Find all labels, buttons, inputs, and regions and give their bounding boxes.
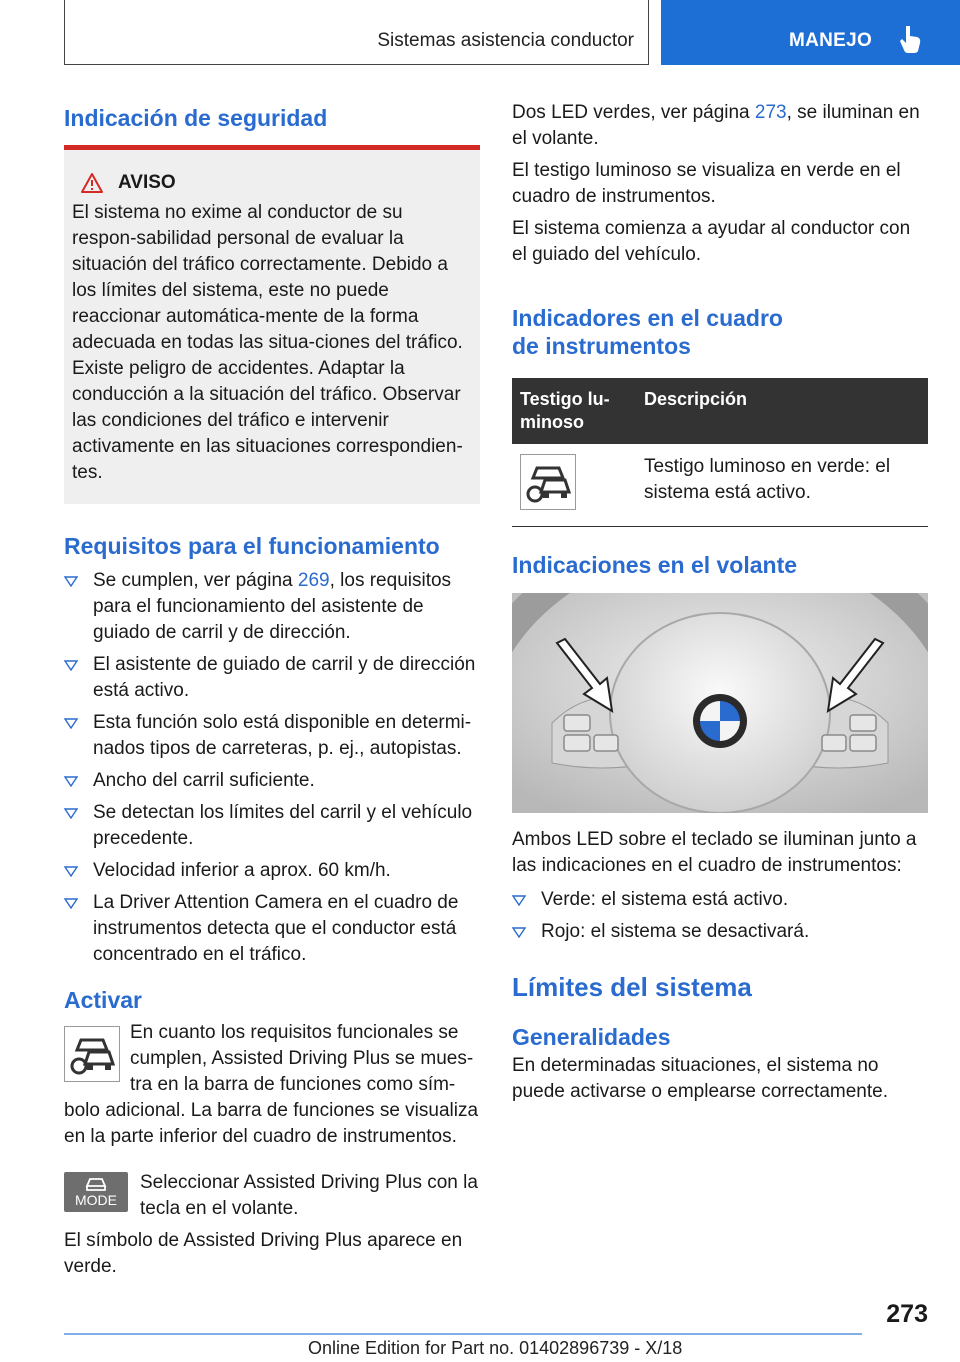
general-text: En determinadas situaciones, el sistema no puede activarse o emplearse correctamente.	[512, 1055, 888, 1102]
list-item: Se detectan los límites del carril y el vehículo precedente.	[64, 800, 480, 852]
indicators-table	[512, 378, 928, 527]
mode-button-icon: MODE	[64, 1172, 128, 1212]
table-header-description: Descripción	[636, 378, 928, 444]
wheel-heading: Indicaciones en el volante	[512, 552, 798, 578]
list-item: La Driver Attention Camera en el cuadro de instrumentos detecta que el conductor está concentrado en el tráfico.	[64, 890, 480, 968]
bullet-triangle-icon	[64, 866, 78, 877]
table-header-indicator: Testigo lu-minoso	[512, 378, 636, 444]
list-item: Velocidad inferior a aprox. 60 km/h.	[64, 858, 480, 884]
left-column	[64, 100, 480, 1280]
car-mode-icon	[85, 1177, 107, 1193]
header-chapter-tab[interactable]	[661, 0, 960, 65]
activate-heading: Activar	[64, 987, 142, 1013]
bullet-triangle-icon	[64, 660, 78, 671]
page-number: 273	[886, 1300, 928, 1328]
page-link-269[interactable]: 269	[297, 570, 330, 591]
list-item: Rojo: el sistema se desactivará.	[512, 919, 928, 945]
bullet-triangle-icon	[64, 718, 78, 729]
header-section-tab	[64, 0, 649, 65]
bullet-triangle-icon	[512, 927, 526, 938]
edition-text: Online Edition for Part no. 01402896739 - X/18	[308, 1338, 683, 1358]
indicators-heading: Indicadores en el cuadro de instrumentos	[512, 305, 783, 359]
header-chapter-title: MANEJO	[789, 30, 873, 51]
activate-text-2: Seleccionar Assisted Driving Plus con la tecla en el volante.	[140, 1172, 478, 1219]
warning-text: El sistema no exime al conductor de su respon-sabilidad personal de evaluar la situación del tráfico correctamente. Debido a los límites del sistema, este no puede reaccionar automática-mente de la forma adecuada en todas las situa-ciones del tráfico. Existe peligro de accidentes. Adaptar la conducción a la situación del tráfico. Observar las condiciones del tráfico e intervenir activamente en las situaciones correspondien-tes.	[72, 202, 463, 483]
bullet-triangle-icon	[512, 895, 526, 906]
table-cell-description: Testigo luminoso en verde: el sistema está activo.	[636, 444, 928, 527]
list-item: Se cumplen, ver página 269, los requisitos para el funcionamiento del asistente de guiado de carril y de dirección.	[64, 568, 480, 646]
steering-wheel-illustration	[512, 593, 928, 813]
led-paragraph: Dos LED verdes, ver página 273, se iluminan en el volante.	[512, 102, 920, 149]
requirements-list	[64, 568, 480, 968]
warning-title	[80, 172, 472, 194]
bullet-triangle-icon	[64, 808, 78, 819]
warning-title-text: AVISO	[118, 172, 176, 193]
header-section-title: Sistemas asistencia conductor	[377, 30, 634, 51]
right-column	[512, 100, 928, 1105]
system-paragraph: El sistema comienza a ayudar al conductor con el guiado del vehículo.	[512, 218, 911, 265]
activate-text-wrap: En cuanto los requisitos funcionales se cumplen, Assisted Driving Plus se mues-tra en la barra de funciones como sím-	[130, 1022, 474, 1095]
activate-paragraph-2	[64, 1170, 480, 1222]
steering-wheel-image	[512, 593, 928, 813]
list-item: Verde: el sistema está activo.	[512, 887, 928, 913]
indicator-paragraph: El testigo luminoso se visualiza en verde en el cuadro de instrumentos.	[512, 160, 901, 207]
footer-divider	[64, 1333, 862, 1335]
bullet-triangle-icon	[64, 898, 78, 909]
bullet-triangle-icon	[64, 576, 78, 587]
list-item: El asistente de guiado de carril y de dirección está activo.	[64, 652, 480, 704]
wheel-text: Ambos LED sobre el teclado se iluminan junto a las indicaciones en el cuadro de instrumentos:	[512, 829, 917, 876]
activate-paragraph-1	[64, 1020, 480, 1098]
page-link-273[interactable]: 273	[754, 102, 787, 123]
list-item: Ancho del carril suficiente.	[64, 768, 480, 794]
warning-box	[64, 150, 480, 504]
list-item: Esta función solo está disponible en determi-nados tipos de carreteras, p. ej., autopistas.	[64, 710, 480, 762]
warning-triangle-icon	[80, 172, 104, 194]
requirements-heading: Requisitos para el funcionamiento	[64, 533, 440, 559]
activate-text-rest: bolo adicional. La barra de funciones se visualiza en la parte inferior del cuadro de instrumentos.	[64, 1100, 479, 1147]
table-row	[512, 444, 928, 527]
wheel-list	[512, 887, 928, 945]
assisted-driving-icon	[64, 1026, 120, 1082]
activate-text-3: El símbolo de Assisted Driving Plus aparece en verde.	[64, 1230, 463, 1277]
limits-heading: Límites del sistema	[512, 972, 752, 1002]
general-heading: Generalidades	[512, 1024, 671, 1050]
safety-heading: Indicación de seguridad	[64, 105, 328, 131]
bullet-triangle-icon	[64, 776, 78, 787]
assisted-driving-indicator-icon	[520, 454, 576, 510]
table-cell-icon	[512, 444, 636, 527]
steering-hand-icon	[897, 24, 923, 54]
